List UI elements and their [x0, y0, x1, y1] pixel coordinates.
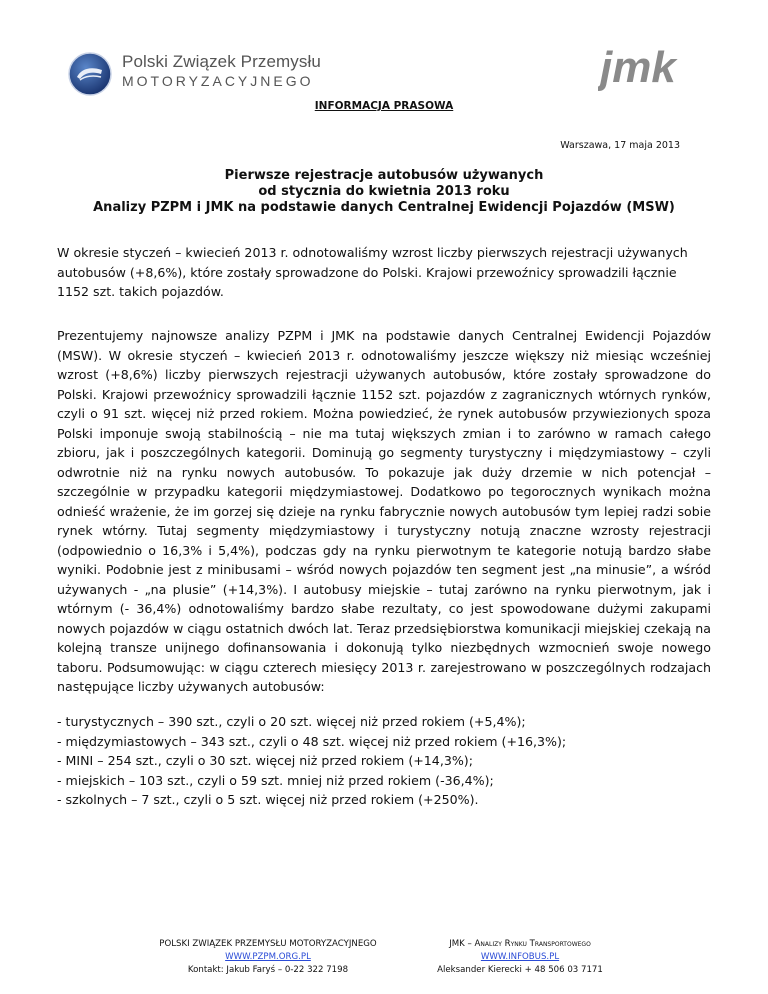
- footer-pzpm-link[interactable]: WWW.PZPM.ORG.PL: [225, 952, 311, 962]
- pzpm-emblem-icon: [68, 52, 112, 96]
- footer-jmk-link[interactable]: WWW.INFOBUS.PL: [480, 952, 560, 962]
- footer-pzpm: [118, 938, 418, 977]
- title-line-1: Pierwsze rejestracje autobusów używanych: [224, 168, 544, 183]
- footer-pzpm-contact: Kontakt: Jakub Faryś – 0-22 322 7198: [187, 965, 349, 975]
- category-list: [57, 712, 566, 810]
- list-item: - szkolnych – 7 szt., czyli o 5 szt. więcej niż przed rokiem (+250%).: [57, 792, 479, 807]
- list-item: - miejskich – 103 szt., czyli o 59 szt. mniej niż przed rokiem (-36,4%);: [57, 772, 494, 788]
- release-date: Warszawa, 17 maja 2013: [560, 140, 680, 151]
- title-line-2: od stycznia do kwietnia 2013 roku: [258, 184, 510, 199]
- footer-jmk-contact: Aleksander Kierecki + 48 506 03 7171: [437, 965, 603, 975]
- footer-jmk-org: JMK – Analizy Rynku Transportowego: [449, 939, 591, 949]
- footer-pzpm-org: POLSKI ZWIĄZEK PRZEMYSŁU MOTORYZACYJNEGO: [159, 939, 377, 949]
- jmk-logo-text: jmk: [600, 43, 676, 92]
- list-item: - MINI – 254 szt., czyli o 30 szt. więcej niż przed rokiem (+14,3%);: [57, 753, 473, 768]
- pzpm-logo: [68, 48, 321, 96]
- document-title: [0, 168, 768, 216]
- list-item: - turystycznych – 390 szt., czyli o 20 szt. więcej niż przed rokiem (+5,4%);: [57, 714, 526, 729]
- pzpm-name-line1: Polski Związek Przemysłu: [122, 52, 321, 71]
- press-release-label: INFORMACJA PRASOWA: [314, 100, 454, 112]
- jmk-logo-icon: [598, 42, 686, 92]
- pzpm-name-line2: MOTORYZACYJNEGO: [122, 73, 314, 89]
- list-item: - międzymiastowych – 343 szt., czyli o 48 szt. więcej niż przed rokiem (+16,3%);: [57, 733, 567, 749]
- main-paragraph: Prezentujemy najnowsze analizy PZPM i JMK na podstawie danych Centralnej Ewidencji Pojazdów (MSW). W okresie styczeń – kwiecień 2013 r. odnotowaliśmy jeszcze większy niż miesiąc wcześniej wzrost (+8,6%) liczby pierwszych rejestracji używanych autobusów, które zostały sprowadzone do Polski. Krajowi przewoźnicy sprowadzili łącznie 1152 szt. pojazdów z zagranicznych wtórnych rynków, czyli o 91 szt. więcej niż przed rokiem. Można powiedzieć, że rynek autobusów przywiezionych spoza Polski imponuje swoją stabilnością – nie ma tutaj większych zmian i to zarówno w ramach całego zbioru, jak i poszczególnych kategorii. Dominują go segmenty turystyczny i międzymiastowy – czyli odwrotnie niż na rynku nowych autobusów. To pokazuje jak duży drzemie w nich potencjał – szczególnie w przypadku kategorii międzymiastowej. Dodatkowo po tegorocznych wynikach można odnieść wrażenie, że im gorzej się dzieje na rynku fabrycznie nowych autobusów tym lepiej radzi sobie rynek wtórny. Tutaj segmenty międzymiastowy i turystyczny notują znaczne wzrosty rejestracji (odpowiednio o 16,3% i 5,4%), podczas gdy na rynku pierwotnym te kategorie notują bardzo słabe wyniki. Podobnie jest z minibusami – wśród nowych pojazdów ten segment jest „na minusie”, a wśród używanych - „na plusie” (+14,3%). I autobusy miejskie – tutaj zarówno na rynku pierwotnym, jak i wtórnym (- 36,4%) odnotowaliśmy bardzo słabe rezultaty, co jest spowodowane dużymi zakupami nowych pojazdów w ciągu ostatnich dwóch lat. Teraz przedsiębiorstwa komunikacji miejskiej czekają na kolejną transze unijnego dofinansowania i dokonują tylko niezbędnych wzmocnień swoje nowego taboru. Podsumowując: w ciągu czterech miesięcy 2013 r. zarejestrowano w poszczególnych rodzajach następujące liczby używanych autobusów:: [57, 328, 711, 694]
- title-line-3: Analizy PZPM i JMK na podstawie danych Centralnej Ewidencji Pojazdów (MSW): [93, 200, 675, 215]
- intro-paragraph: W okresie styczeń – kwiecień 2013 r. odnotowaliśmy wzrost liczby pierwszych rejestracji używanych autobusów (+8,6%), które zostały sprowadzone do Polski. Krajowi przewoźnicy sprowadzili łącznie 1152 szt. takich pojazdów.: [57, 245, 688, 299]
- footer-jmk: [400, 938, 640, 977]
- jmk-logo: [598, 42, 686, 92]
